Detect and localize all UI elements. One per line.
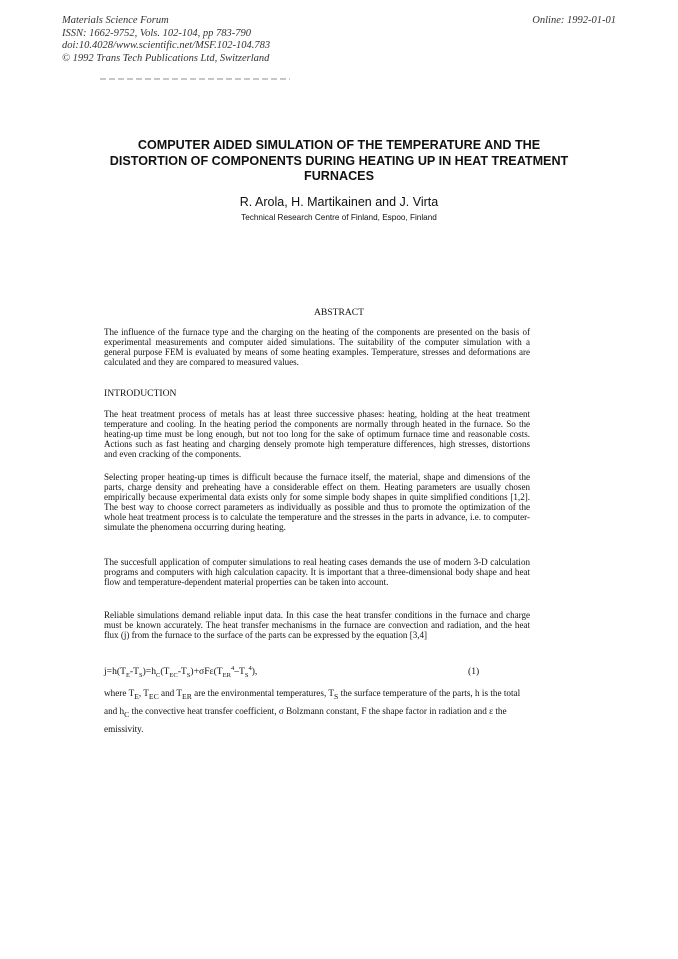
- equation-1: $j=h(T_E-T_S)=h_C(T_{EC}-T_S)+\sigma F\varepsilon(T_{ER}^4-T_S^4)$,: [104, 665, 258, 680]
- intro-paragraph-2: Selecting proper heating-up times is difficult because the furnace itself, the material, shape and dimensions of the parts, charge density and preheating have a considerable effect on them. Heating parameters are usually chosen empirically because experimental data exists only for some simple body shapes in quite simplified conditions [1,2]. The best way to choose correct parameters as individually as possible and thus to promote the optimization of the whole heat treatment process is to calculate the temperature and the stresses in the parts in advance, i.e. to computer-simulate the phenomena occurring during heating.: [104, 472, 530, 532]
- introduction-heading: INTRODUCTION: [104, 388, 177, 399]
- intro-paragraph-4: Reliable simulations demand reliable input data. In this case the heat transfer conditions in the furnace and charge must be known accurately. The heat transfer mechanisms in the furnace are convection and radiation, and the heat flux (j) from the furnace to the surface of the parts can be expressed by the equation [3,4]: [104, 610, 530, 640]
- equation-number: (1): [468, 666, 480, 677]
- issn-line: ISSN: 1662-9752, Vols. 102-104, pp 783-790: [62, 27, 251, 39]
- paper-authors: R. Arola, H. Martikainen and J. Virta: [239, 195, 439, 209]
- abstract-text: The influence of the furnace type and the charging on the heating of the components are presented on the basis of experimental measurements and computer aided simulations. The suitability of the computer simulation with a general purpose FEM is evaluated by means of some heating examples. Temperature, stresses and deformations are calculated and they are compared to measured values.: [104, 327, 530, 367]
- intro-paragraph-1: The heat treatment process of metals has at least three successive phases: heating, holding at the heat treatment temperature and cooling. In the heating period the components are normally through heated in the furnace. So the heating-up time must be long enough, but not too long for the sake of optimum furnace time and reasonable costs. Actions such as fast heating and charging densely promote high temperature differences, high stresses, distortions and even cracking of the components.: [104, 409, 530, 459]
- equation-explanation: where $T_E$, $T_{EC}$ and $T_{ER}$ are the environmental temperatures, $T_S$ the surface temperature of the parts, h is the total and $h_C$ the convective heat transfer coefficient, σ Bolzmann constant, F the shape factor in radiation and ε the emissivity.: [104, 688, 521, 734]
- doi-link[interactable]: doi:10.4028/www.scientific.net/MSF.102-104.783: [62, 40, 271, 51]
- abstract-heading: ABSTRACT: [313, 307, 365, 318]
- paper-title: COMPUTER AIDED SIMULATION OF THE TEMPERATURE AND THE DISTORTION OF COMPONENTS DURING HEATING UP IN HEAT TREATMENT FURNACES: [109, 138, 569, 183]
- journal-header: [62, 15, 270, 65]
- paper-affiliation: Technical Research Centre of Finland, Espoo, Finland: [241, 213, 437, 222]
- scan-artifact-line: [100, 78, 290, 80]
- online-date: Online: 1992-01-01: [532, 15, 616, 26]
- intro-paragraph-3: The succesfull application of computer simulations to real heating cases demands the use of modern 3-D calculation programs and computers with high calculation capacity. It is important that a three-dimensional body shape and heat flow and temperature-dependent material properties can be taken into account.: [104, 557, 530, 587]
- copyright-line: © 1992 Trans Tech Publications Ltd, Switzerland: [62, 52, 270, 64]
- journal-name: Materials Science Forum: [62, 15, 169, 26]
